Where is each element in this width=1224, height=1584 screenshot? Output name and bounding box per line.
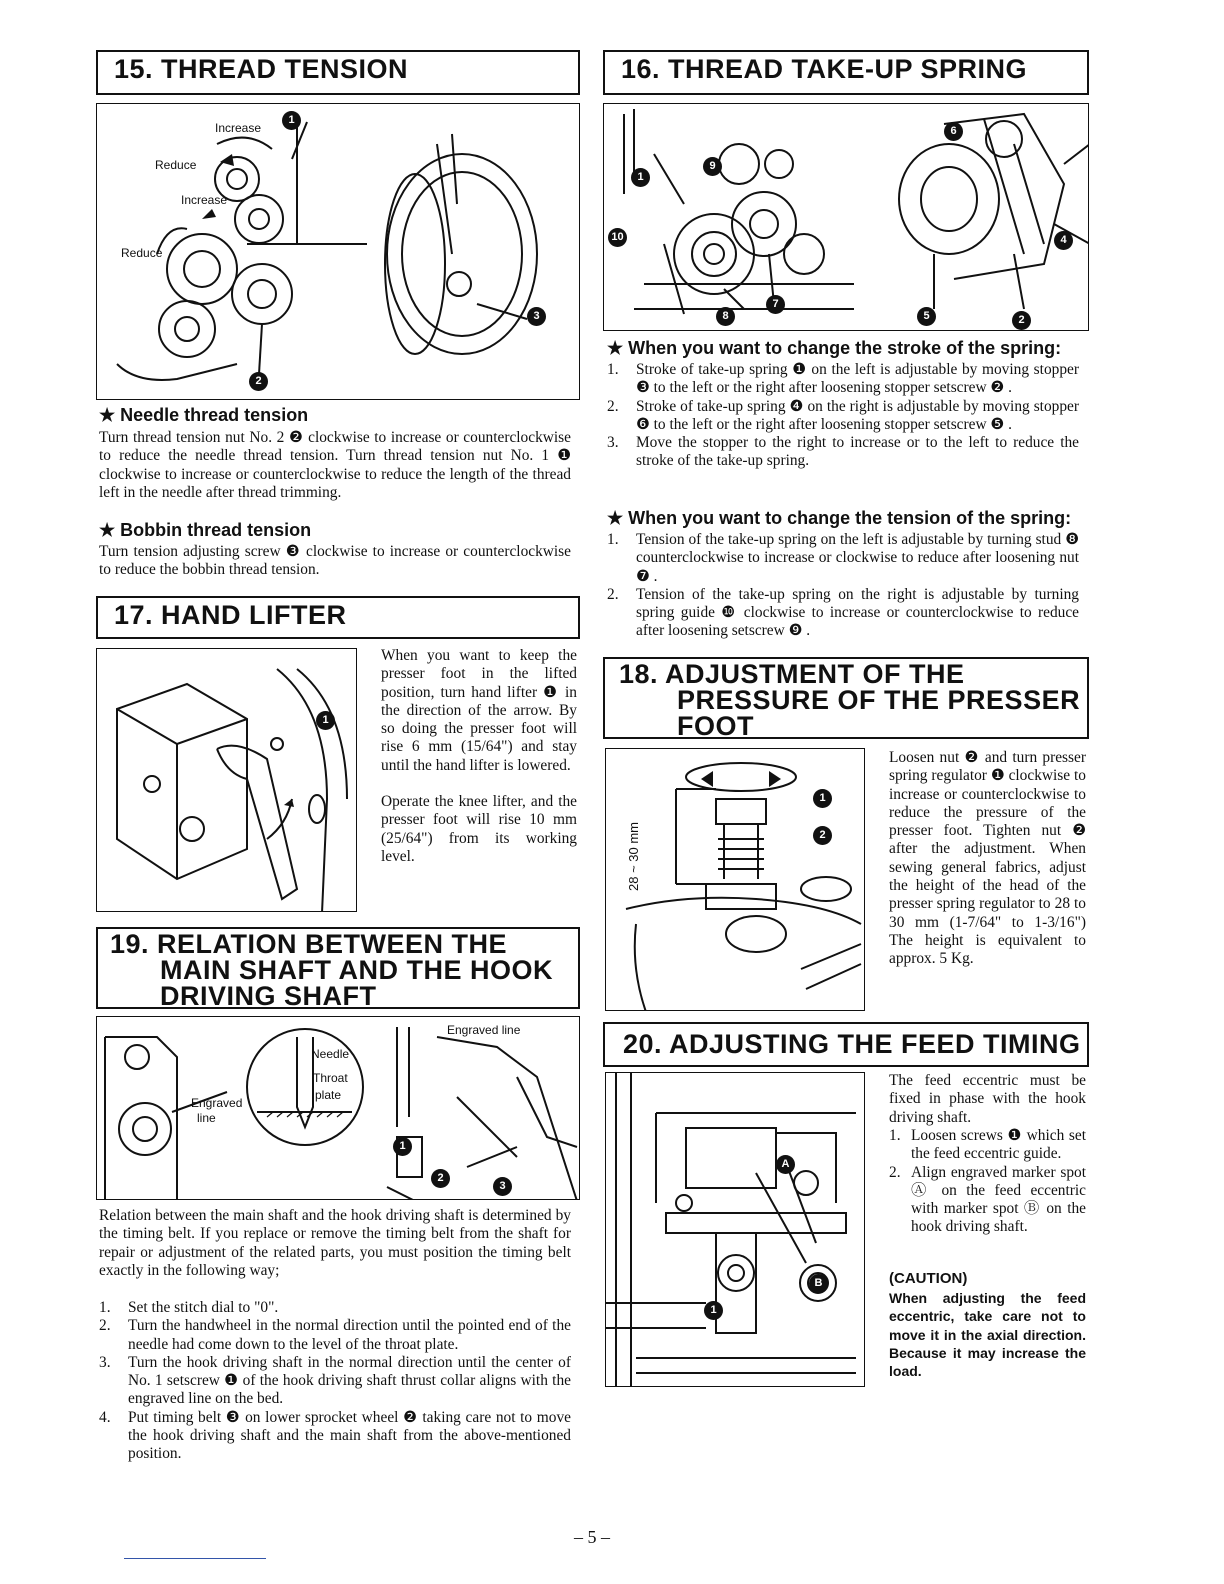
section-17-title: 17. HAND LIFTER [114, 600, 347, 630]
callout-16-10: 10 [608, 228, 627, 247]
section-19-header [96, 927, 580, 1009]
relation-step: 1. Set the stitch dial to "0". [99, 1299, 279, 1316]
tension-steps-list [607, 531, 1079, 641]
relation-intro-text: Relation between the main shaft and the hook driving shaft is determined by the timing belt. If you replace or remove the timing belt from the shaft for repair or adjustment of the related parts, you must position the timing belt exactly in the following way; [99, 1207, 571, 1279]
stroke-steps-list [607, 361, 1079, 471]
caution-text: When adjusting the feed eccentric, take care not to move it in the axial direction. Because it may increase the load. [889, 1290, 1086, 1380]
relation-steps-list [99, 1299, 571, 1464]
callout-16-8: 8 [716, 307, 735, 326]
label-increase-1: Increase [215, 121, 262, 135]
feed-timing-step: 1. Loosen screws ❶ which set the feed eccentric guide. [889, 1127, 1086, 1163]
stroke-step: 1. Stroke of take-up spring ❶ on the left is adjustable by moving stopper ❸ to the left or the right after loosening stopper setscrew ❷ . [607, 361, 1079, 397]
hand-lifter-text-1: When you want to keep the presser foot in the lifted position, turn hand lifter ❶ in the direction of the arrow. By so doing the presser foot will rise 6 mm (15/64") and stay until the hand lifter is lowered. [381, 647, 577, 774]
callout-20-1: 1 [704, 1301, 723, 1320]
caution-heading: (CAUTION) [889, 1270, 968, 1287]
callout-16-6: 6 [944, 122, 963, 141]
label-engraved-1: Engraved [191, 1096, 243, 1110]
feed-timing-step: 2. Align engraved marker spot Ⓐ on the feed eccentric with marker spot Ⓑ on the hook driving shaft. [889, 1163, 1086, 1236]
callout-19-2: 2 [431, 1169, 450, 1188]
callout-3: 3 [527, 307, 546, 326]
footer-rule [124, 1558, 266, 1559]
section-15-header [96, 50, 580, 95]
thread-tension-figure [96, 103, 580, 400]
callout-16-4: 4 [1054, 231, 1073, 250]
needle-thread-tension-text: Turn thread tension nut No. 2 ❷ clockwise to increase or counterclockwise to reduce the needle thread tension. Turn thread tension nut No. 1 ❶ clockwise to increase or counterclockwise to reduce the length of the thread left in the needle after thread trimming. [99, 429, 571, 501]
bobbin-thread-tension-text: Turn tension adjusting screw ❸ clockwise to increase or counterclockwise to reduce the bobbin thread tension. [99, 543, 571, 579]
tension-step: 1. Tension of the take-up spring on the left is adjustable by turning stud ❽ counterclockwise to increase or clockwise to reduce after loosening nut ❼ . [607, 531, 1079, 585]
callout-hand-lifter: 1 [316, 711, 335, 730]
section-19-title-3: DRIVING SHAFT [160, 981, 377, 1011]
callout-16-5: 5 [917, 307, 936, 326]
bobbin-thread-tension-heading: ★ Bobbin thread tension [99, 520, 312, 540]
label-reduce-1: Reduce [155, 158, 197, 172]
feed-timing-figure [605, 1072, 865, 1387]
tension-step: 2. Tension of the take-up spring on the right is adjustable by turning spring guide ❿ clockwise to increase or counterclockwise to reduce after loosening setscrew ❾ . [607, 585, 1079, 640]
label-engraved-line: Engraved line [447, 1023, 521, 1037]
label-reduce-2: Reduce [121, 246, 163, 260]
tension-heading: ★ When you want to change the tension of the spring: [607, 508, 1072, 528]
label-engraved-2: line [197, 1111, 216, 1125]
callout-19-1: 1 [393, 1137, 412, 1156]
label-throat-1: Throat [313, 1071, 348, 1085]
label-throat-2: plate [315, 1088, 342, 1102]
presser-spring-figure [605, 748, 865, 1011]
hand-lifter-figure [96, 648, 357, 912]
section-17-header [96, 596, 580, 639]
label-increase-2: Increase [181, 193, 228, 207]
callout-16-2: 2 [1012, 311, 1031, 330]
callout-20-A: A [776, 1155, 795, 1174]
relation-step: 2. Turn the handwheel in the normal direction until the pointed end of the needle had come down to the level of the throat plate. [99, 1317, 571, 1353]
callout-20-B: B [809, 1274, 828, 1293]
stroke-step: 3. Move the stopper to the right to increase or to the left to reduce the stroke of the take-up spring. [607, 434, 1079, 470]
section-16-title: 16. THREAD TAKE-UP SPRING [621, 54, 1028, 84]
section-18-title-3: FOOT [677, 711, 754, 741]
callout-18-2: 2 [813, 826, 832, 845]
dimension-label: 28 ~ 30 mm [626, 821, 641, 891]
section-18-title-1: 18. ADJUSTMENT OF THE [619, 659, 965, 689]
timing-belt-figure [96, 1016, 580, 1200]
callout-1: 1 [282, 111, 301, 130]
stroke-heading: ★ When you want to change the stroke of the spring: [607, 338, 1062, 358]
hand-lifter-text-2: Operate the knee lifter, and the presser foot will rise 10 mm (25/64") from its working level. [381, 793, 577, 865]
relation-step: 3. Turn the hook driving shaft in the normal direction until the center of No. 1 setscrew ❶ of the hook driving shaft thrust collar aligns with the engraved line on the bed. [99, 1353, 571, 1408]
feed-timing-steps [889, 1127, 1086, 1237]
section-16-header [603, 50, 1089, 95]
callout-18-1: 1 [813, 789, 832, 808]
label-needle: Needle [311, 1047, 350, 1061]
section-19-title-2: MAIN SHAFT AND THE HOOK [160, 955, 553, 985]
take-up-spring-figure [603, 103, 1089, 331]
section-19-title-1: 19. RELATION BETWEEN THE [110, 929, 508, 959]
stroke-step: 2. Stroke of take-up spring ❹ on the right is adjustable by moving stopper ❻ to the left or the right after loosening stopper setscrew ❺ . [607, 397, 1079, 433]
section-20-title: 20. ADJUSTING THE FEED TIMING [623, 1029, 1081, 1059]
section-20-header [603, 1022, 1089, 1067]
section-18-title-2: PRESSURE OF THE PRESSER [677, 685, 1081, 715]
callout-16-7: 7 [766, 295, 785, 314]
callout-16-1: 1 [631, 168, 650, 187]
section-15-title: 15. THREAD TENSION [114, 54, 409, 84]
callout-19-3: 3 [493, 1177, 512, 1196]
page-number: – 5 – [574, 1527, 610, 1547]
needle-thread-tension-heading: ★ Needle thread tension [99, 405, 309, 425]
callout-2: 2 [249, 372, 268, 391]
section-18-header [603, 657, 1089, 739]
relation-step: 4. Put timing belt ❸ on lower sprocket wheel ❷ taking care not to move the hook driving shaft and the main shaft from the above-mentioned position. [99, 1408, 571, 1463]
callout-16-9: 9 [703, 157, 722, 176]
feed-timing-intro: The feed eccentric must be fixed in phase with the hook driving shaft. [889, 1072, 1086, 1126]
presser-spring-text: Loosen nut ❷ and turn presser spring regulator ❶ clockwise to increase or counterclockwise to reduce the pressure of the presser foot. Tighten nut ❷ after the adjustment. When sewing general fabrics, adjust the height of the head of the presser spring regulator to 28 to 30 mm (1-7/64" to 1-3/16") The height is equivalent to approx. 5 Kg. [889, 749, 1086, 968]
